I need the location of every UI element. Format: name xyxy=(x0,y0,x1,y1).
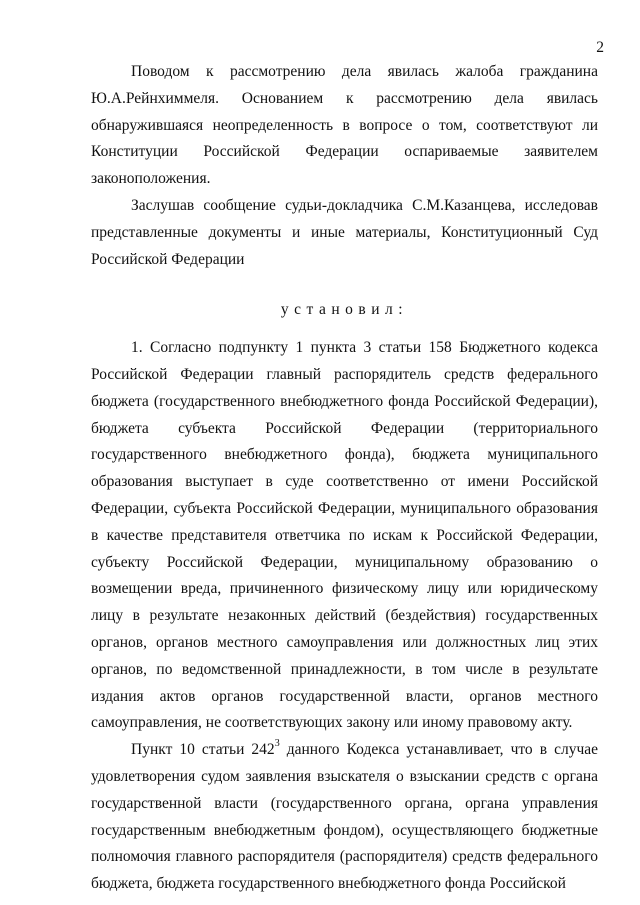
paragraph-case-grounds: Поводом к рассмотрению дела явилась жалоба гражданина Ю.А.Рейнхиммеля. Основанием к рассмотрению дела явилась обнаружившаяся неопределенность в вопросе о том, соответствуют ли Конституции Российской Федерации оспариваемые заявителем законоположения. xyxy=(91,63,598,188)
page-number: 2 xyxy=(596,39,604,56)
paragraph-article-242 xyxy=(91,737,598,898)
document-body xyxy=(91,59,598,898)
paragraph-article-242-rest: данного Кодекса устанавливает, что в случае удовлетворения судом заявления взыскателя о взыскании средств с органа государственной власти (государственного органа, органа управления государственным внебюджетным фондом), осуществляющего бюджетные полномочия главного распорядителя (распорядителя) средств федерального бюджета, бюджета государственного внебюджетного фонда Российской xyxy=(91,741,599,893)
article-superscript: 3 xyxy=(274,737,280,749)
paragraph-hearing: Заслушав сообщение судьи-докладчика С.М.Казанцева, исследовав представленные документы и иные материалы, Конституционный Суд Российской Федерации xyxy=(91,196,598,268)
paragraph-article-158: 1. Согласно подпункту 1 пункта 3 статьи 158 Бюджетного кодекса Российской Федерации главный распорядитель средств федерального бюджета (государственного внебюджетного фонда Российской Федерации), бюджета субъекта Российской Федерации (территориального государственного внебюджетного фонда), бюджета муниципального образования выступает в суде соответственно от имени Российской Федерации, субъекта Российской Федерации, муниципального образования в качестве представителя ответчика по искам к Российской Федерации, субъекту Российской Федерации, муниципальному образованию о возмещении вреда, причиненного физическому лицу или юридическому лицу в результате незаконных действий (бездействия) государственных органов, органов местного самоуправления или должностных лиц этих органов, по ведомственной принадлежности, в том числе в результате издания актов органов государственной власти, органов местного самоуправления, не соответствующих закону или иному правовому акту. xyxy=(91,339,598,732)
paragraph-article-242-start: Пункт 10 статьи 242 xyxy=(131,741,275,759)
section-heading: установил: xyxy=(280,301,409,319)
